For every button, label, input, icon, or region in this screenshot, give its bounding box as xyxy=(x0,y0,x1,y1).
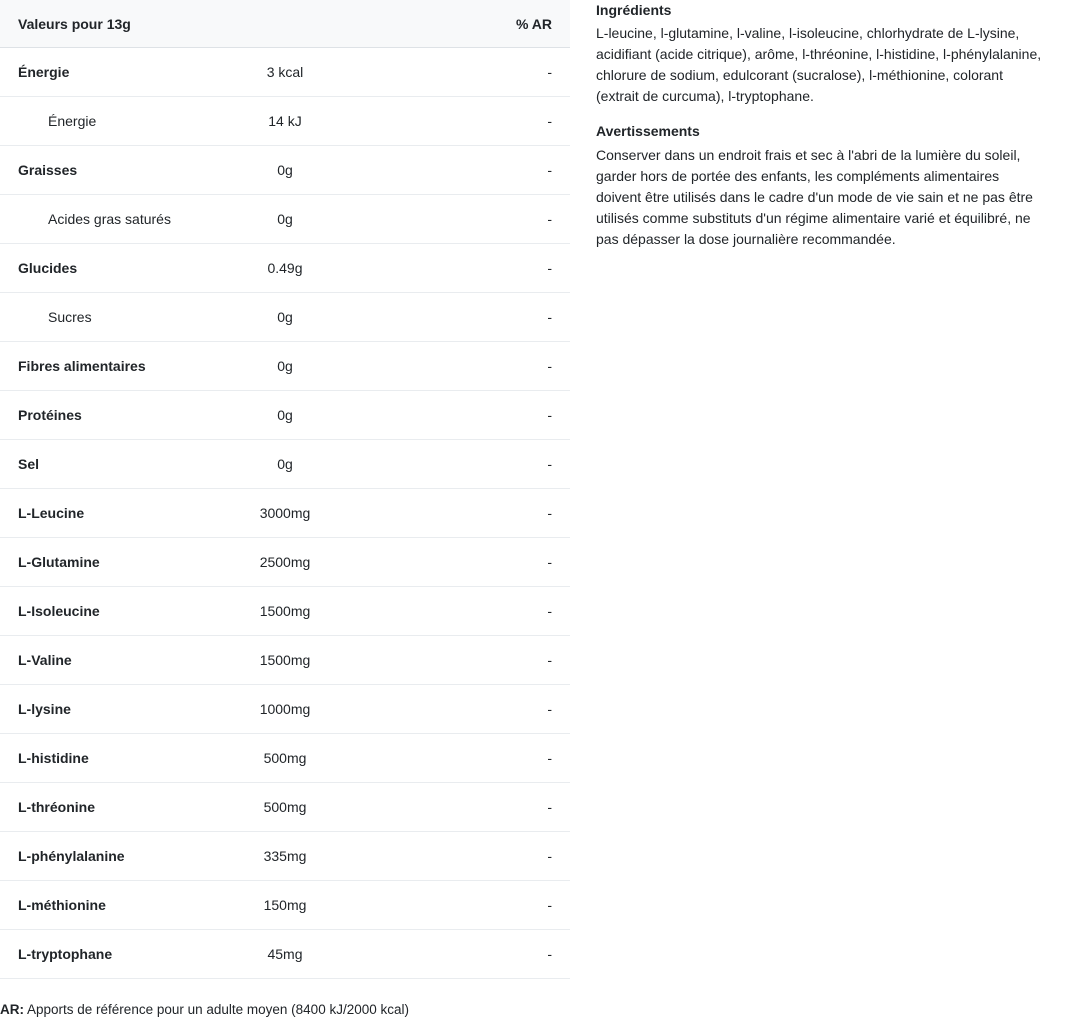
warnings-block xyxy=(596,121,1048,249)
row-name: Graisses xyxy=(0,146,190,195)
table-row xyxy=(0,636,570,685)
row-name: L-méthionine xyxy=(0,881,190,930)
row-name: L-phénylalanine xyxy=(0,832,190,881)
row-name: L-lysine xyxy=(0,685,190,734)
row-name: Sel xyxy=(0,440,190,489)
table-row xyxy=(0,734,570,783)
header-serving-label: Valeurs pour 13g xyxy=(0,0,190,48)
row-ar: - xyxy=(380,48,570,97)
row-name: L-histidine xyxy=(0,734,190,783)
row-ar: - xyxy=(380,342,570,391)
row-value: 0g xyxy=(190,391,380,440)
header-ar-label: % AR xyxy=(380,0,570,48)
table-row xyxy=(0,146,570,195)
warnings-title: Avertissements xyxy=(596,123,700,140)
nutrition-table-body xyxy=(0,48,570,979)
row-ar: - xyxy=(380,538,570,587)
row-ar: - xyxy=(380,97,570,146)
footnote-text: Apports de référence pour un adulte moyen (8400 kJ/2000 kcal) xyxy=(24,1002,409,1017)
row-value: 335mg xyxy=(190,832,380,881)
row-value: 3000mg xyxy=(190,489,380,538)
row-value: 1500mg xyxy=(190,587,380,636)
row-value: 0g xyxy=(190,342,380,391)
nutrition-footnote xyxy=(0,1001,570,1020)
product-info-column xyxy=(596,0,1048,264)
row-ar: - xyxy=(380,244,570,293)
table-row xyxy=(0,832,570,881)
table-row xyxy=(0,97,570,146)
row-value: 0g xyxy=(190,195,380,244)
nutrition-table-head xyxy=(0,0,570,48)
row-ar: - xyxy=(380,783,570,832)
table-row xyxy=(0,440,570,489)
warnings-text: Conserver dans un endroit frais et sec à l'abri de la lumière du soleil, garder hors de portée des enfants, les compléments alimentaires doivent être utilisés dans le cadre d'un mode de vie sain et ne pas être utilisés comme substituts d'un régime alimentaire varié et équilibré, ne pas dépasser la dose journalière recommandée. xyxy=(596,146,1033,247)
row-name: L-Leucine xyxy=(0,489,190,538)
header-value-label xyxy=(190,0,380,48)
table-row xyxy=(0,48,570,97)
row-name: Acides gras saturés xyxy=(0,195,190,244)
ingredients-text: L-leucine, l-glutamine, l-valine, l-isoleucine, chlorhydrate de L-lysine, acidifiant (acide citrique), arôme, l-thréonine, l-histidine, l-phénylalanine, chlorure de sodium, edulcorant (sucralose), l-méthionine, colorant (extrait de curcuma), l-tryptophane. xyxy=(596,25,1042,105)
row-ar: - xyxy=(380,832,570,881)
row-name: Glucides xyxy=(0,244,190,293)
table-row xyxy=(0,783,570,832)
footnote-label: AR: xyxy=(0,1002,24,1017)
table-row xyxy=(0,587,570,636)
row-ar: - xyxy=(380,930,570,979)
row-value: 0g xyxy=(190,440,380,489)
row-value: 14 kJ xyxy=(190,97,380,146)
row-ar: - xyxy=(380,293,570,342)
row-name: Énergie xyxy=(0,97,190,146)
row-value: 0g xyxy=(190,293,380,342)
row-value: 3 kcal xyxy=(190,48,380,97)
row-value: 1500mg xyxy=(190,636,380,685)
row-name: Fibres alimentaires xyxy=(0,342,190,391)
row-name: L-thréonine xyxy=(0,783,190,832)
row-name: L-Glutamine xyxy=(0,538,190,587)
row-value: 2500mg xyxy=(190,538,380,587)
table-row xyxy=(0,391,570,440)
row-value: 0g xyxy=(190,146,380,195)
row-name: L-Isoleucine xyxy=(0,587,190,636)
row-value: 45mg xyxy=(190,930,380,979)
row-ar: - xyxy=(380,391,570,440)
table-row xyxy=(0,685,570,734)
row-ar: - xyxy=(380,587,570,636)
row-ar: - xyxy=(380,734,570,783)
table-row xyxy=(0,342,570,391)
ingredients-title: Ingrédients xyxy=(596,2,672,18)
row-value: 500mg xyxy=(190,783,380,832)
row-ar: - xyxy=(380,195,570,244)
row-name: L-Valine xyxy=(0,636,190,685)
row-value: 150mg xyxy=(190,881,380,930)
row-name: Énergie xyxy=(0,48,190,97)
row-ar: - xyxy=(380,440,570,489)
row-ar: - xyxy=(380,881,570,930)
row-ar: - xyxy=(380,685,570,734)
row-ar: - xyxy=(380,636,570,685)
ingredients-block xyxy=(596,0,1048,107)
row-value: 500mg xyxy=(190,734,380,783)
table-row xyxy=(0,930,570,979)
table-row xyxy=(0,293,570,342)
table-row xyxy=(0,195,570,244)
row-ar: - xyxy=(380,146,570,195)
table-row xyxy=(0,538,570,587)
row-name: Protéines xyxy=(0,391,190,440)
row-value: 0.49g xyxy=(190,244,380,293)
row-ar: - xyxy=(380,489,570,538)
table-header-row xyxy=(0,0,570,48)
table-row xyxy=(0,881,570,930)
row-name: L-tryptophane xyxy=(0,930,190,979)
row-name: Sucres xyxy=(0,293,190,342)
table-row xyxy=(0,244,570,293)
table-row xyxy=(0,489,570,538)
row-value: 1000mg xyxy=(190,685,380,734)
